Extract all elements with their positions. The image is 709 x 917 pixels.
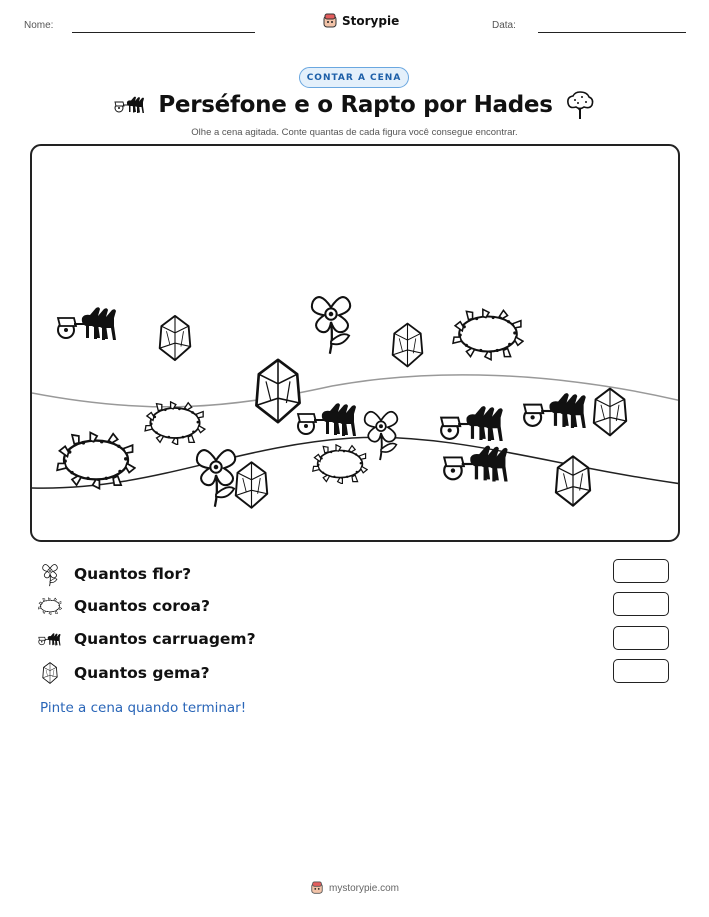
flower-icon — [365, 412, 398, 460]
flower-icon — [312, 297, 350, 354]
question-row-gem — [38, 661, 210, 685]
wreath-icon — [57, 433, 135, 489]
question-text: Quantos flor? — [74, 565, 192, 583]
coloring-instruction: Pinte a cena quando terminar! — [40, 700, 247, 716]
chariot-icon — [58, 307, 116, 340]
storypie-logo-icon — [310, 881, 324, 895]
date-field-line[interactable] — [538, 32, 686, 33]
name-label: Nome: — [24, 20, 54, 31]
storypie-logo-icon — [322, 13, 338, 29]
name-field-line[interactable] — [72, 32, 255, 33]
chariot-icon — [524, 393, 586, 428]
flower-icon — [40, 561, 60, 587]
chariot-icon — [444, 446, 507, 482]
chariot-icon — [298, 403, 356, 436]
answer-box-gem[interactable] — [613, 659, 669, 683]
gem-icon — [594, 389, 626, 436]
site-url: mystorypie.com — [328, 882, 399, 894]
gem-icon — [42, 661, 58, 685]
chariot-icon — [441, 406, 503, 441]
chariot-icon — [114, 94, 146, 116]
wreath-icon — [453, 309, 523, 359]
gem-icon — [160, 316, 191, 360]
answer-box-wreath[interactable] — [613, 592, 669, 616]
question-row-flower — [38, 562, 191, 586]
gem-icon — [556, 456, 590, 505]
question-row-chariot — [38, 627, 256, 651]
tree-icon — [565, 90, 595, 120]
flower-icon — [197, 450, 235, 507]
counting-scene — [30, 144, 680, 542]
gem-icon — [256, 360, 299, 422]
gem-icon — [393, 324, 423, 367]
wreath-icon — [145, 402, 205, 445]
title-row — [0, 90, 709, 120]
answer-box-chariot[interactable] — [613, 626, 669, 650]
chariot-icon — [38, 631, 62, 648]
wreath-icon — [38, 597, 62, 615]
gem-icon — [236, 462, 268, 508]
question-text: Quantos carruagem? — [74, 630, 256, 648]
activity-badge: CONTAR A CENA — [299, 67, 409, 88]
site-footer — [0, 881, 709, 895]
question-row-wreath — [38, 594, 210, 618]
brand-logo — [322, 13, 399, 29]
question-text: Quantos gema? — [74, 664, 210, 682]
wreath-icon — [313, 445, 367, 484]
page-title: Perséfone e o Rapto por Hades — [158, 92, 553, 118]
question-text: Quantos coroa? — [74, 597, 210, 615]
answer-box-flower[interactable] — [613, 559, 669, 583]
page-subtitle: Olhe a cena agitada. Conte quantas de cada figura você consegue encontrar. — [191, 127, 518, 138]
date-label: Data: — [492, 20, 516, 31]
brand-name: Storypie — [342, 14, 400, 28]
